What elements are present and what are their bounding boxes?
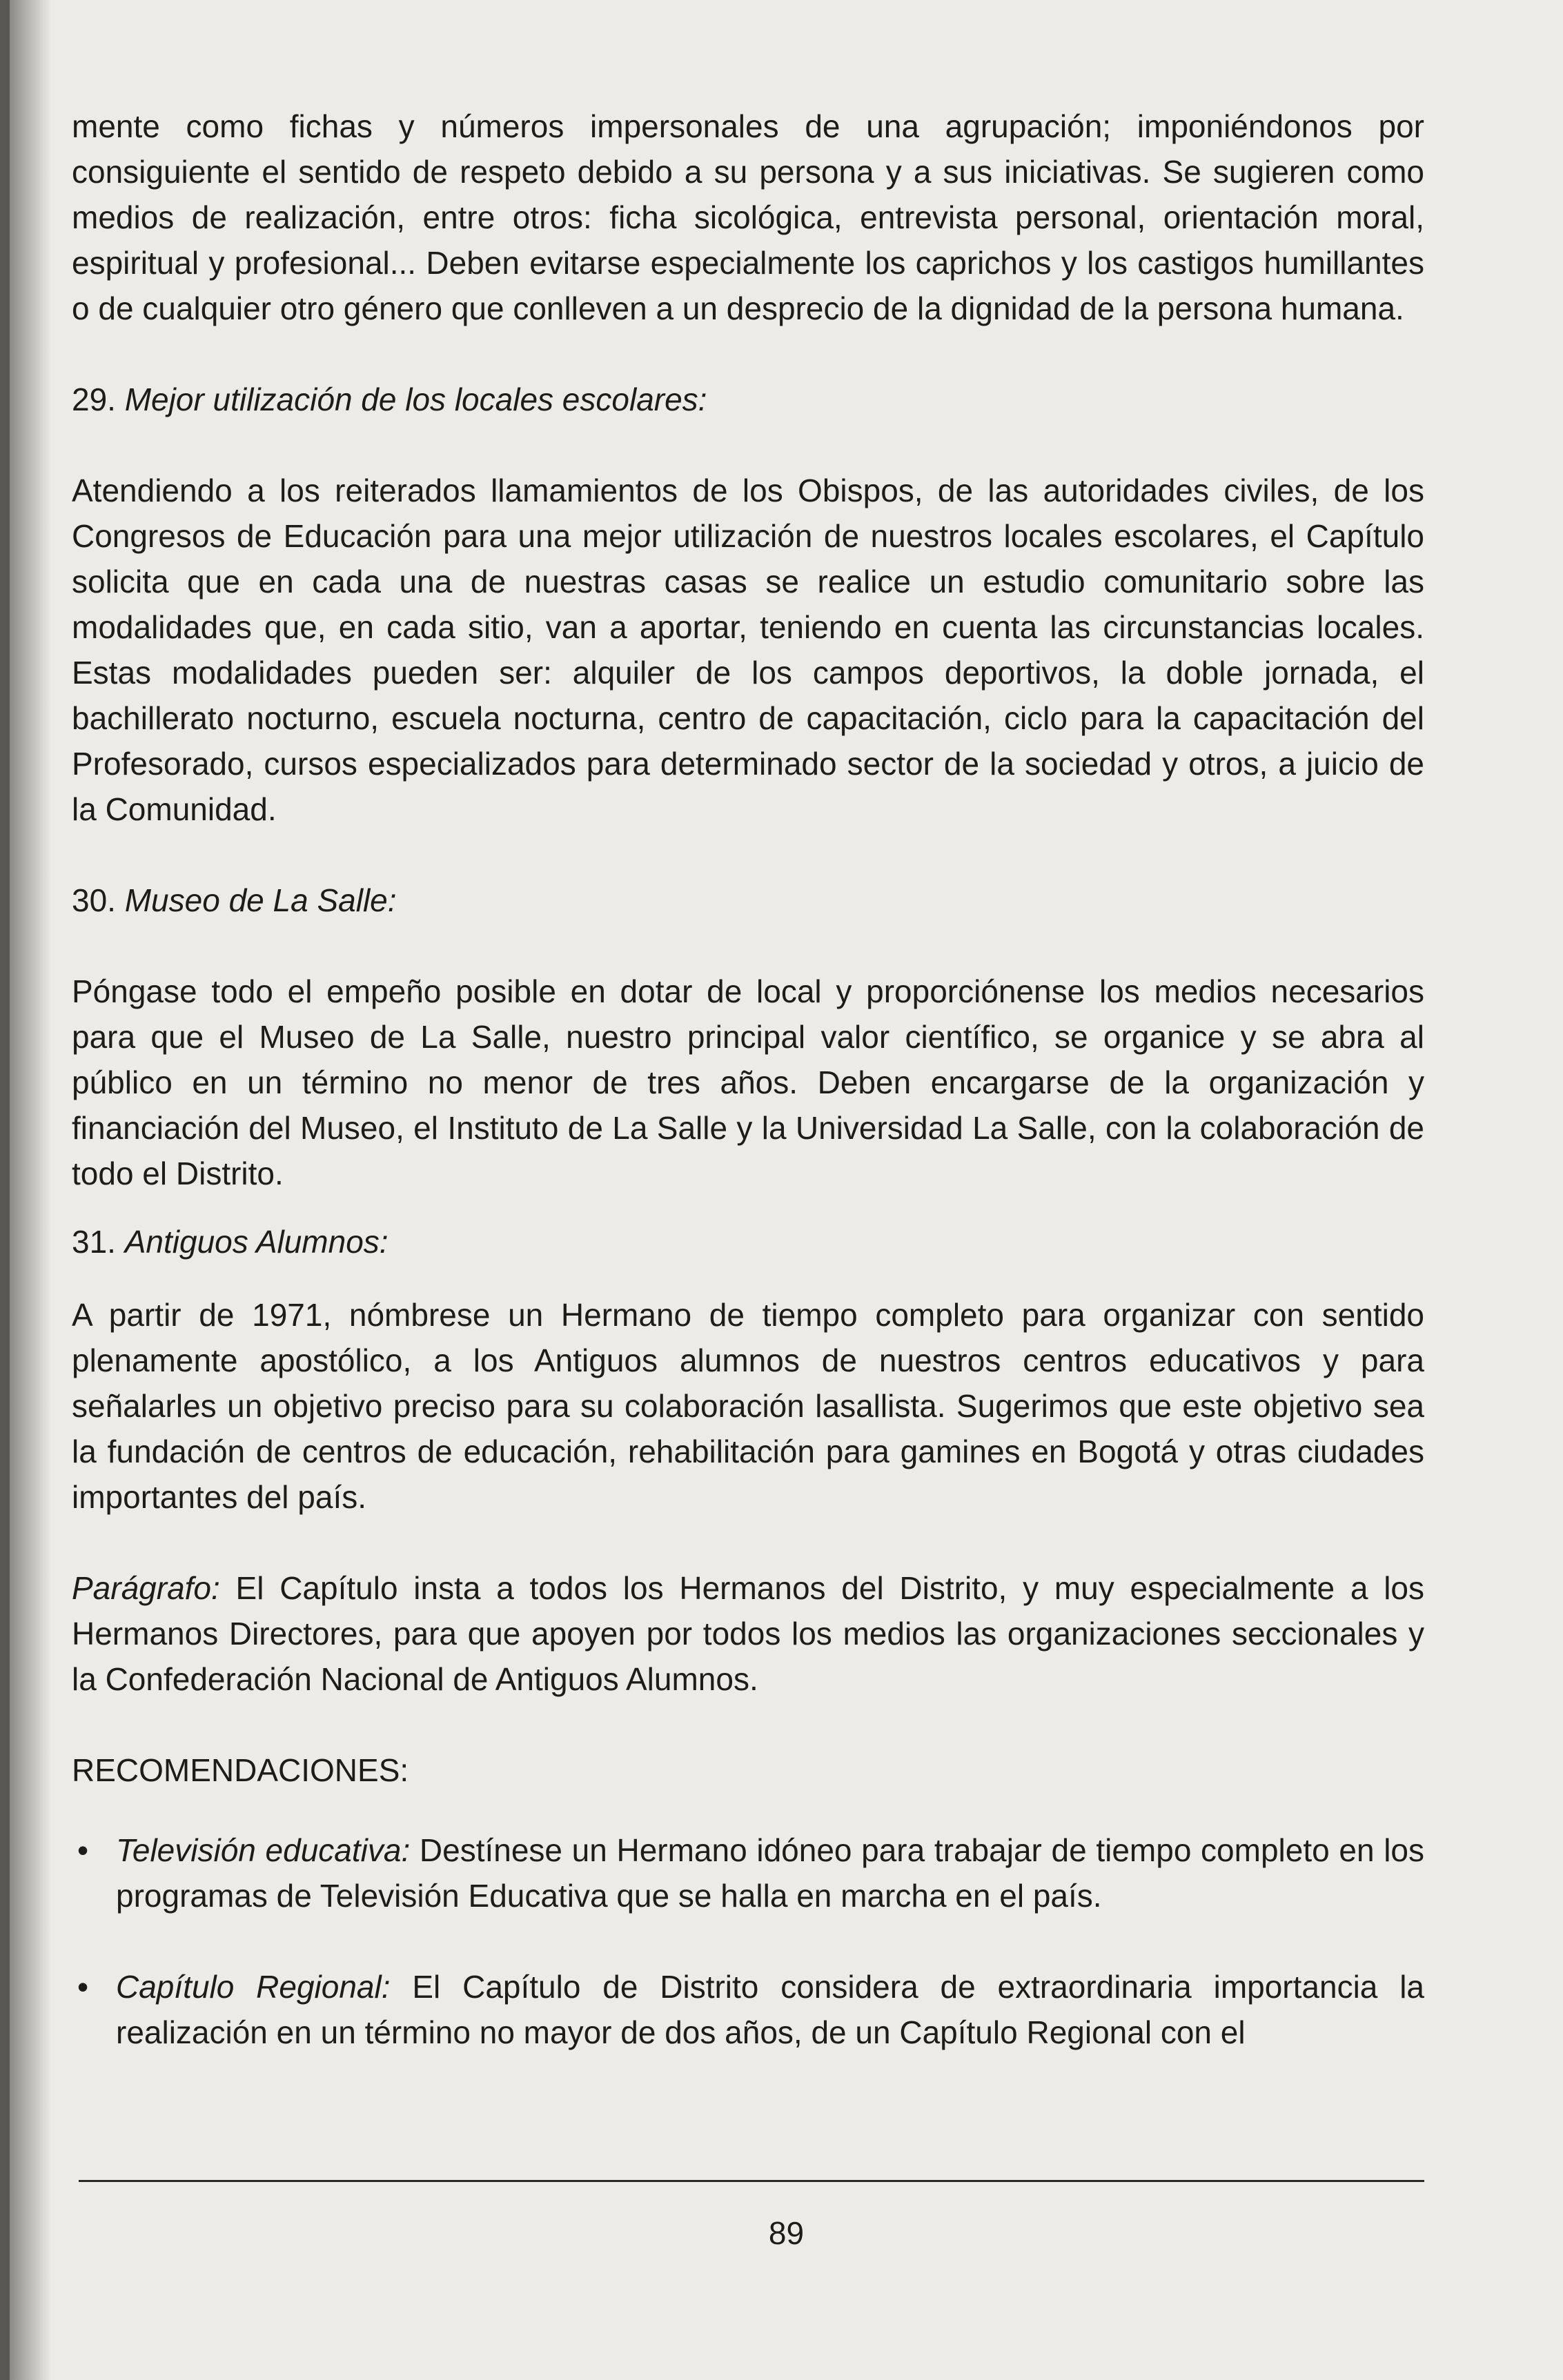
recommendation-item — [72, 1964, 1424, 2055]
section-30-body: Póngase todo el empeño posible en dotar de local y proporciónense los medios necesarios para que el Museo de La Salle, nuestro principal valor científico, se organice y se abra al público en un término no menor de tres años. Deben encargarse de la organización y financiación del Museo, el Instituto de La Salle y la Universidad La Salle, con la colaboración de todo el Distrito. — [72, 973, 1424, 1191]
section-31-body: A partir de 1971, nómbrese un Hermano de tiempo completo para organizar con sentido plenamente apostólico, a los Antiguos alumnos de nuestros centros educativos y para señalarles un objetivo preciso para su colaboración lasallista. Sugerimos que este objetivo sea la fundación de centros de educación, rehabilitación para gamines en Bogotá y otras ciudades importantes del país. — [72, 1297, 1424, 1515]
section-29-title: Mejor utilización de los locales escolares: — [124, 381, 707, 417]
recommendation-item — [72, 1827, 1424, 1918]
section-31-heading — [72, 1219, 1424, 1265]
book-page — [10, 0, 1563, 2380]
recommendation-text: Destínese un Hermano idóneo para trabajar de tiempo completo en los programas de Televisión Educativa que se halla en marcha en el país. — [116, 1832, 1425, 1914]
recommendation-label: Capítulo Regional: — [116, 1969, 391, 2005]
section-30-title: Museo de La Salle: — [124, 882, 397, 918]
section-29-heading — [72, 377, 1424, 422]
footer-divider — [79, 2180, 1424, 2182]
recomendaciones-heading: RECOMENDACIONES: — [72, 1752, 409, 1788]
paragrafo-label: Parágrafo: — [72, 1570, 220, 1606]
section-30-heading — [72, 877, 1424, 923]
intro-paragraph: mente como fichas y números impersonales de una agrupación; imponiéndonos por consiguiente el sentido de respeto debido a su persona y a sus iniciativas. Se sugieren como medios de realización, entre otros: ficha sicológica, entrevista personal, orientación moral, espiritual y profesional... Deben evitarse especialmente los caprichos y los castigos humillantes o de cualquier otro género que conlleven a un desprecio de la dignidad de la persona humana. — [72, 108, 1424, 326]
spine-shadow — [10, 0, 51, 2380]
section-30-number: 30. — [72, 882, 116, 918]
section-29-body: Atendiendo a los reiterados llamamientos de los Obispos, de las autoridades civiles, de los Congresos de Educación para una mejor utilización de nuestros locales escolares, el Capítulo solicita que en cada una de nuestras casas se realice un estudio comunitario sobre las modalidades que, en cada sitio, van a aportar, teniendo en cuenta las circunstancias locales. Estas modalidades pueden ser: alquiler de los campos deportivos, la doble jornada, el bachillerato nocturno, escuela nocturna, centro de capacitación, ciclo para la capacitación del Profesorado, cursos especializados para determinado sector de la sociedad y otros, a juicio de la Comunidad. — [72, 473, 1424, 827]
section-31-number: 31. — [72, 1224, 116, 1260]
page-number: 89 — [768, 2215, 805, 2251]
bullet-icon: • — [77, 1969, 89, 2005]
paragrafo-text: El Capítulo insta a todos los Hermanos del Distrito, y muy especialmente a los Hermanos Directores, para que apoyen por todos los medios las organizaciones seccionales y la Confederación Nacional de Antiguos Alumnos. — [72, 1570, 1424, 1697]
page-body — [72, 103, 1424, 2055]
section-29-number: 29. — [72, 381, 116, 417]
section-31-title: Antiguos Alumnos: — [124, 1224, 389, 1260]
paragrafo-paragraph — [72, 1565, 1424, 1702]
recommendation-label: Televisión educativa: — [116, 1832, 411, 1868]
recommendation-text: El Capítulo de Distrito considera de extraordinaria importancia la realización en un término no mayor de dos años, de un Capítulo Regional con el — [116, 1969, 1425, 2050]
bullet-icon: • — [77, 1832, 89, 1868]
